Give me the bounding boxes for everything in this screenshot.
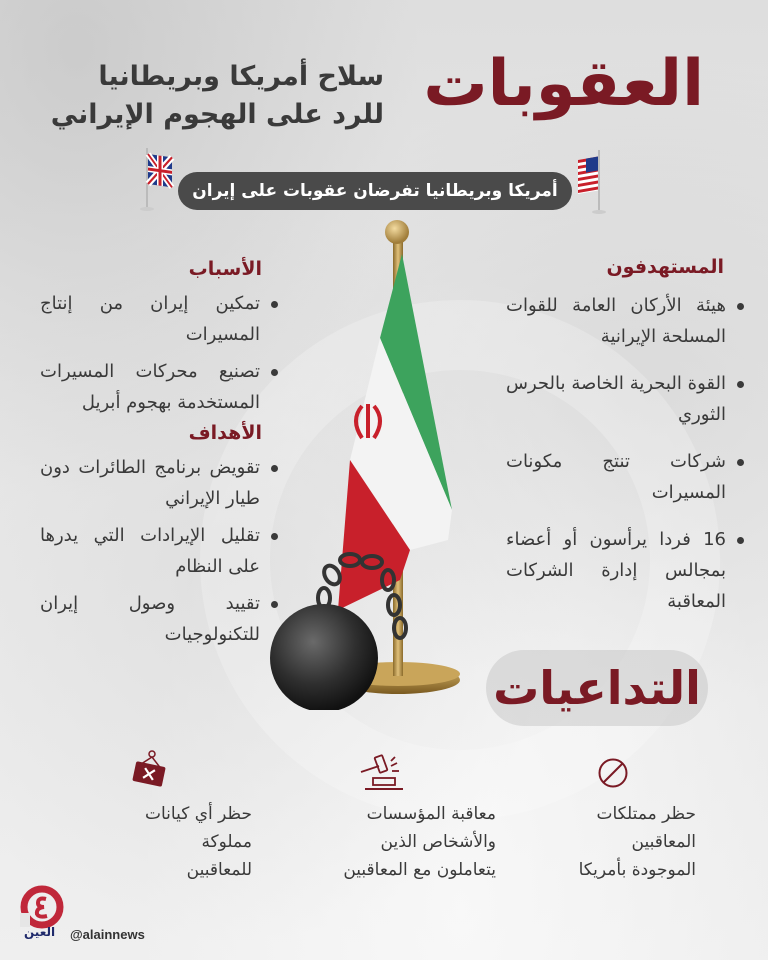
list-item: هيئة الأركان العامة للقوات المسلحة الإيرانية — [506, 290, 746, 352]
list-item: تقييد وصول إيران للتكنولوجيات — [40, 588, 280, 650]
list-item: شركات تنتج مكونات المسيرات — [506, 446, 746, 508]
consequences-title: التداعيات — [493, 661, 701, 715]
goals-title: الأهداف — [188, 422, 262, 444]
prohibited-icon — [597, 757, 629, 793]
reasons-title: الأسباب — [188, 258, 262, 280]
main-title: العقوبات — [423, 47, 704, 121]
iran-flag-illustration — [260, 210, 500, 710]
social-handle: @alainnews — [70, 927, 145, 942]
subtitle — [44, 58, 384, 134]
targeted-list — [506, 290, 746, 617]
list-item: تقليل الإيرادات التي يدرها على النظام — [40, 520, 280, 582]
consequence-ban-property: حظر ممتلكات المعاقبين الموجودة بأمريكا — [578, 804, 696, 880]
list-item: القوة البحرية الخاصة بالحرس الثوري — [506, 368, 746, 430]
uk-flag-icon — [140, 148, 176, 218]
consequences-pill — [486, 650, 708, 726]
headline-banner: أمريكا وبريطانيا تفرضان عقوبات على إيران — [178, 172, 572, 210]
list-item: تصنيع محركات المسيرات المستخدمة بهجوم أبريل — [40, 356, 280, 418]
subtitle-line-2: للرد على الهجوم الإيراني — [50, 99, 384, 130]
list-item: تمكين إيران من إنتاج المسيرات — [40, 288, 280, 350]
closed-sign-icon — [128, 750, 170, 794]
brand-name: العين — [24, 925, 56, 939]
consequence-ban-entities: حظر أي كيانات مملوكة للمعاقبين — [145, 804, 252, 880]
goals-list — [40, 452, 280, 650]
gavel-icon — [357, 754, 407, 796]
reasons-list — [40, 288, 280, 418]
subtitle-line-1: سلاح أمريكا وبريطانيا — [98, 61, 384, 92]
targeted-title: المستهدفون — [606, 256, 724, 278]
consequence-penalize-dealers: معاقبة المؤسسات والأشخاص الذين يتعاملون مع المعاقبين — [343, 804, 496, 880]
list-item: تقويض برنامج الطائرات دون طيار الإيراني — [40, 452, 280, 514]
us-flag-icon — [576, 150, 612, 220]
list-item: 16 فردا يرأسون أو أعضاء بمجالس إدارة الشركات المعاقبة — [506, 524, 746, 617]
